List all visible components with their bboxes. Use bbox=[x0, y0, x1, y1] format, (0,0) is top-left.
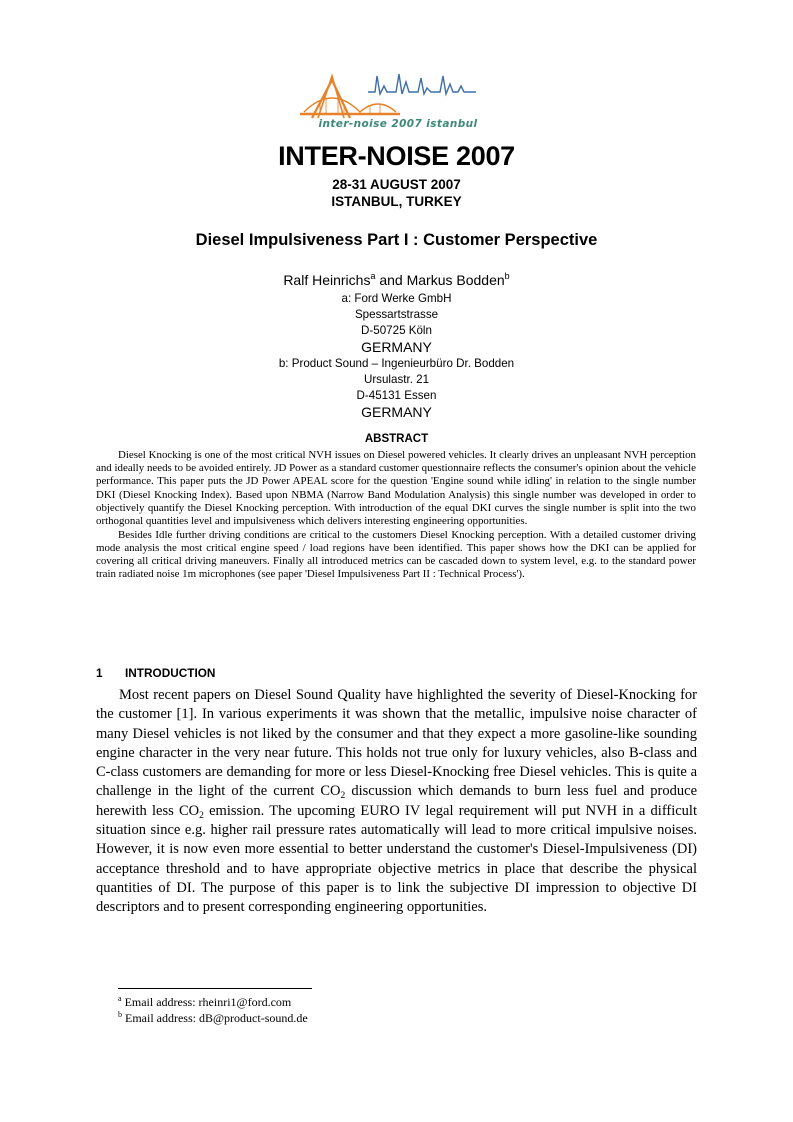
subscript: 2 bbox=[199, 810, 204, 821]
abstract-paragraph: Besides Idle further driving conditions are critical to the customers Diesel Knocking perception. With a detailed customer driving mode analysis the most critical engine speed / load regions have been identified. This paper shows how the DKI can be applied for covering all critical driving maneuvers. Finally all introduced metrics can be cascaded down to system level, e.g. to the standard power train radiated noise 1m microphones (see paper 'Diesel Impulsiveness Part II : Technical Process'). bbox=[96, 528, 696, 581]
affiliation-line: Ursulastr. 21 bbox=[363, 373, 430, 386]
footnote-text: Email address: dB@product-sound.de bbox=[125, 1010, 308, 1025]
affiliation-line: Spessartstrasse bbox=[354, 308, 439, 321]
paper-title: Diesel Impulsiveness Part I : Customer Perspective bbox=[195, 231, 598, 249]
footnote-mark: a bbox=[118, 994, 122, 1003]
affiliation-country: GERMANY bbox=[361, 404, 432, 420]
abstract-heading: ABSTRACT bbox=[364, 433, 429, 445]
affiliation-b bbox=[0, 356, 793, 420]
conference-location: ISTANBUL, TURKEY bbox=[331, 194, 462, 209]
abstract-body bbox=[96, 449, 696, 582]
body-paragraph bbox=[96, 686, 697, 918]
introduction-body bbox=[96, 686, 697, 918]
footnotes bbox=[118, 995, 308, 1026]
abstract-paragraph: Diesel Knocking is one of the most critical NVH issues on Diesel powered vehicles. It clearly drives an unpleasant NVH perception and ideally needs to be avoided entirely. JD Power as a standard customer questionnaire reflects the consumer's opinion about the vehicle performance. This paper puts the JD Power APEAL score for the question 'Engine sound while idling' in relation to the single number DKI (Diesel Knocking Index). Based upon NBMA (Narrow Band Modulation Analysis) this single number was developed in order to objectively quantify the Diesel Knocking perception. With introduction of the equal DKI curves the single number is split into the two orthogonal quantities level and impulsiveness which delivers interesting engineering opportunities. bbox=[96, 449, 696, 528]
author-mark: b bbox=[504, 271, 510, 281]
footnote-divider bbox=[118, 988, 312, 989]
section-heading bbox=[96, 666, 215, 680]
affiliation-line: b: Product Sound – Ingenieurbüro Dr. Bodden bbox=[278, 357, 515, 370]
author-name: Markus Bodden bbox=[406, 272, 505, 288]
conference-title: INTER-NOISE 2007 bbox=[278, 141, 515, 171]
affiliation-line: D-50725 Köln bbox=[361, 324, 432, 337]
body-text-part: discussion which demands to burn less fuel and produce herewith less CO bbox=[96, 783, 698, 819]
conference-dates: 28-31 AUGUST 2007 bbox=[332, 177, 461, 192]
affiliation-line: a: Ford Werke GmbH bbox=[341, 292, 452, 305]
footnote-mark: b bbox=[118, 1009, 122, 1019]
footnote-text: Email address: rheinri1@ford.com bbox=[124, 995, 292, 1009]
section-number: 1 bbox=[96, 666, 103, 680]
subscript: 2 bbox=[340, 791, 346, 802]
author-mark: a bbox=[370, 271, 376, 281]
footnote bbox=[118, 995, 308, 1011]
affiliation-country: GERMANY bbox=[361, 339, 432, 355]
author-name: Ralf Heinrichs bbox=[283, 272, 371, 288]
body-text-part: Most recent papers on Diesel Sound Quality have highlighted the severity of Diesel-Knocking for the customer [1]. In various experiments it was shown that the metallic, impulsive noise character of many Diesel vehicles is not liked by the consumer and that they expect a more gasoline-like sounding engine character in the very near future. This holds not true only for luxury vehicles, also B-class and C-class customers are demanding for more or less Diesel-Knocking free Diesel vehicles. This is quite a challenge in the light of the current CO bbox=[96, 687, 697, 800]
author-conjunction: and bbox=[375, 272, 407, 288]
body-text-part: emission. The upcoming EURO IV legal requirement will put NVH in a difficult situation since e.g. higher rail pressure rates automatically will lead to more critical impulsive noises. However, it is now even more essential to better understand the customer's Diesel-Impulsiveness (DI) acceptance threshold and to have appropriate objective metrics in place that describe the physical quantities of DI. The purpose of this paper is to link the subjective DI impression to objective DI descriptors and to present corresponding engineering opportunities. bbox=[96, 802, 697, 916]
logo-text: inter-noise 2007 istanbul bbox=[318, 118, 478, 130]
section-title: INTRODUCTION bbox=[125, 666, 216, 680]
author-line bbox=[0, 272, 793, 288]
affiliation-a bbox=[0, 291, 793, 355]
affiliation-line: D-45131 Essen bbox=[356, 389, 437, 402]
footnote bbox=[118, 1011, 308, 1027]
